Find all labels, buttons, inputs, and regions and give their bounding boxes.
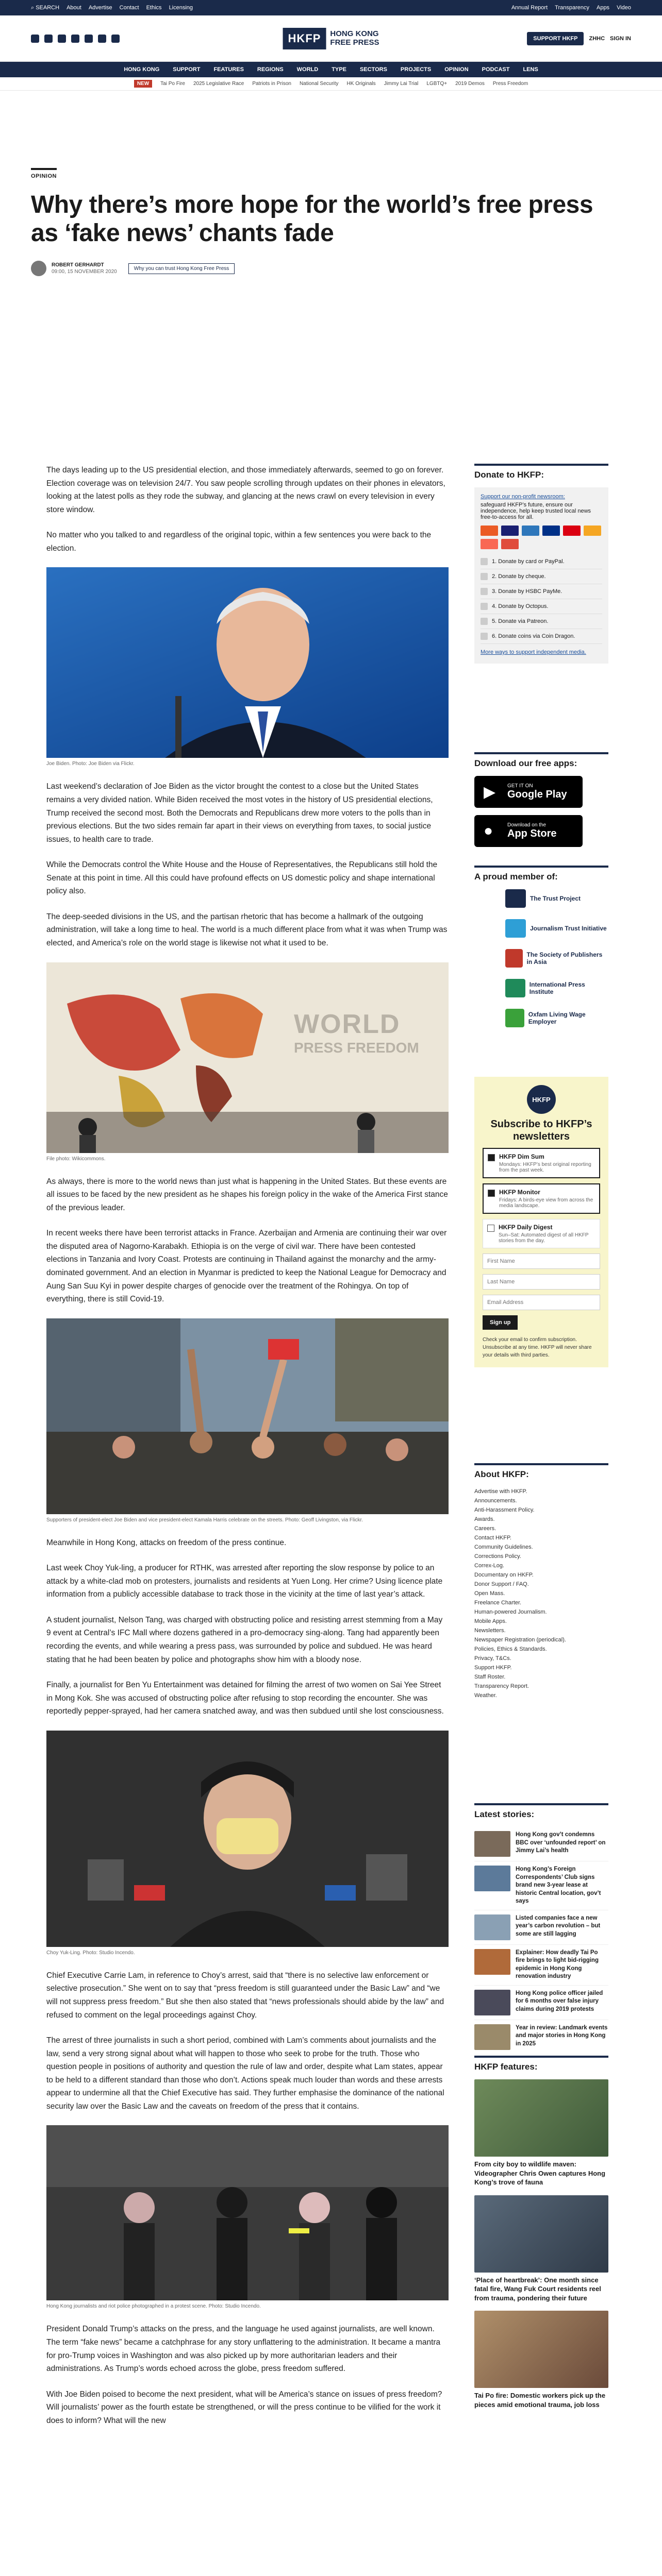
card-icon bbox=[481, 558, 488, 565]
story-thumbnail bbox=[474, 1990, 510, 2015]
latest-story[interactable] bbox=[474, 1827, 608, 1861]
widget-title: A proud member of: bbox=[474, 866, 608, 882]
masthead bbox=[0, 15, 662, 62]
image-caption: Hong Kong journalists and riot police photographed in a protest scene. Photo: Studio Incendo. bbox=[46, 2303, 261, 2310]
latest-widget bbox=[474, 1803, 608, 2055]
nav-item[interactable]: HONG KONG bbox=[124, 66, 160, 73]
topbar-link[interactable]: Video bbox=[617, 5, 631, 11]
octopus-icon bbox=[584, 526, 601, 536]
about-link[interactable]: Corrections Policy. bbox=[474, 1553, 521, 1560]
paragraph: No matter who you talked to and regardless of the original topic, within a few sentences you were back to the election. bbox=[46, 531, 432, 553]
member-logo[interactable] bbox=[505, 1009, 608, 1027]
about-link[interactable]: Open Mass. bbox=[474, 1590, 505, 1597]
article-header bbox=[0, 168, 662, 276]
member-name: The Society of Publishers in Asia bbox=[526, 951, 603, 965]
story-title: Explainer: How deadly Tai Po fire brings to light bid-rigging epidemic in Hong Kong renovation industry bbox=[516, 1949, 599, 1980]
logo-mark: HKFP bbox=[283, 28, 326, 49]
oxfam-icon bbox=[505, 1009, 524, 1027]
hkfp-badge: HKFP bbox=[527, 1085, 556, 1114]
author-name[interactable]: ROBERT GERHARDT bbox=[52, 262, 104, 268]
paragraph: The days leading up to the US presidential election, and those immediately afterwards, seemed to go on forever. Election coverage was on television 24/7. You saw people scrolling through updates on their phones in elevators, looking at the latest polls as they rode the subway, and glancing at the news crawl on every television in every store window. bbox=[46, 466, 445, 514]
image-caption: File photo: Wikicommons. bbox=[46, 1156, 106, 1162]
paragraph: Last week Choy Yuk-ling, a producer for RTHK, was arrested after reporting the slow response by police to an attack by a white-clad mob on protesters, journalists and residents at Yuen Long. Her crime? Using licence plate information from a publicly accessible database to track those in the vicinity at the time of last year’s attack. bbox=[46, 1564, 443, 1599]
paragraph: Last weekend’s declaration of Joe Biden as the victor brought the contest to a close but the United States remains a very divided nation. While Biden received the most votes in the history of US presidential elections, Trump received the second most. Both the Democrats and Republicans drew more voters to the polls than in previous elections. But the two sides remain far apart in their views on everything from taxes, to social justice issues, to health care to trade. bbox=[46, 782, 433, 844]
member-logo[interactable] bbox=[505, 919, 608, 938]
feature-card[interactable] bbox=[474, 2195, 608, 2303]
main-nav bbox=[0, 62, 662, 77]
story-title: Year in review: Landmark events and major stories in Hong Kong in 2025 bbox=[516, 2024, 608, 2047]
journalists-photo bbox=[46, 2125, 449, 2300]
widget-title: HKFP features: bbox=[474, 2056, 608, 2072]
about-link[interactable]: Newspaper Registration (periodical). bbox=[474, 1637, 566, 1643]
donate-option-label: 3. Donate by HSBC PayMe. bbox=[492, 588, 562, 595]
mastercard-icon bbox=[481, 526, 498, 536]
about-link[interactable]: Newsletters. bbox=[474, 1628, 506, 1634]
search-label: SEARCH bbox=[36, 4, 60, 11]
about-link[interactable]: Correx-Log. bbox=[474, 1563, 505, 1569]
option-desc: Sun–Sat: Automated digest of all HKFP stories from the day. bbox=[499, 1232, 589, 1244]
image-caption: Joe Biden. Photo: Joe Biden via Flickr. bbox=[46, 761, 135, 767]
story-title: Hong Kong gov’t condemns BBC over ‘unfounded report’ on Jimmy Lai’s health bbox=[516, 1832, 606, 1854]
widget-title: About HKFP: bbox=[474, 1463, 608, 1480]
paragraph: As always, there is more to the world news than just what is happening in the United States. But these events are all issues to be faced by the new president as he shapes his foreign policy in the wake of the America First stance of the previous leader. bbox=[46, 1177, 448, 1212]
story-thumbnail bbox=[474, 1914, 510, 1940]
paragraph: With Joe Biden poised to become the next president, what will be America’s stance on issues of press freedom? Will journalists’ power as the fourth estate be strengthened, or will the press continue to be vilified for the work it does to inform? What will the new bbox=[46, 2389, 442, 2425]
latest-story[interactable] bbox=[474, 1945, 608, 1986]
feature-card[interactable] bbox=[474, 2311, 608, 2409]
story-title: Listed companies face a new year’s carbon revolution – but some are still lagging bbox=[516, 1914, 601, 1937]
checkbox[interactable] bbox=[488, 1190, 495, 1197]
email-icon[interactable] bbox=[111, 35, 120, 43]
cheque-icon bbox=[481, 573, 488, 580]
ipi-icon bbox=[505, 979, 525, 997]
ticker-item[interactable]: HK Originals bbox=[346, 81, 376, 87]
ticker-item[interactable]: Press Freedom bbox=[492, 81, 528, 87]
patreon-icon bbox=[481, 618, 488, 625]
article-category[interactable]: OPINION bbox=[31, 168, 57, 179]
donate-option[interactable] bbox=[481, 614, 602, 629]
feature-title: From city boy to wildlife maven: Videographer Chris Owen captures Hong Kong’s trove of fauna bbox=[474, 2160, 606, 2187]
donate-option[interactable] bbox=[481, 599, 602, 614]
nav-item[interactable]: SECTORS bbox=[359, 66, 387, 73]
choy-yuk-ling-photo bbox=[46, 1731, 449, 1947]
member-name: International Press Institute bbox=[529, 981, 585, 995]
donate-option[interactable] bbox=[481, 629, 602, 644]
sign-in-link[interactable]: SIGN IN bbox=[610, 35, 631, 42]
payme-icon bbox=[481, 588, 488, 595]
article-title: Why there’s more hope for the world’s free press as ‘fake news’ chants fade bbox=[31, 191, 593, 247]
story-title: Hong Kong police officer jailed for 6 months over false injury claims during 2019 protests bbox=[516, 1990, 603, 2012]
about-link[interactable]: Awards. bbox=[474, 1516, 495, 1522]
donate-link[interactable]: Support our non-profit newsroom: bbox=[481, 494, 565, 500]
facebook-icon[interactable] bbox=[31, 35, 39, 43]
member-name: Oxfam Living Wage Employer bbox=[528, 1011, 586, 1025]
donate-option-label: 4. Donate by Octopus. bbox=[492, 603, 549, 609]
member-name: Journalism Trust Initiative bbox=[530, 925, 607, 932]
article-body bbox=[46, 464, 449, 2439]
story-thumbnail bbox=[474, 1866, 510, 1891]
ticker-item[interactable]: Patriots in Prison bbox=[252, 81, 291, 87]
ticker-item[interactable]: LGBTQ+ bbox=[426, 81, 448, 87]
widget-title: Donate to HKFP: bbox=[474, 464, 608, 480]
amex-icon bbox=[522, 526, 539, 536]
x-icon[interactable] bbox=[44, 35, 53, 43]
author-avatar bbox=[31, 261, 46, 276]
about-link[interactable]: Staff Roster. bbox=[474, 1674, 506, 1680]
ticker-item[interactable]: 2025 Legislative Race bbox=[193, 81, 244, 87]
ticker-item[interactable]: National Security bbox=[299, 81, 339, 87]
newsletter-option[interactable] bbox=[483, 1148, 600, 1178]
topbar-link[interactable]: Licensing bbox=[169, 5, 193, 11]
nav-item[interactable]: PODCAST bbox=[482, 66, 510, 73]
sopa-icon bbox=[505, 949, 523, 968]
nav-item[interactable]: OPINION bbox=[444, 66, 469, 73]
nav-item[interactable]: FEATURES bbox=[213, 66, 244, 73]
nav-item[interactable]: SUPPORT bbox=[173, 66, 201, 73]
newsletter-option[interactable] bbox=[483, 1183, 600, 1214]
celebration-photo bbox=[46, 1318, 449, 1514]
paragraph: In recent weeks there have been terrorist attacks in France. Azerbaijan and Armenia are continuing their war over the disputed area of Nagorno-Karabakh. Ethiopia is on the verge of civil war. There have been contested elections in Tanzania and Ivory Coast. Protests are continuing in Thailand against the monarchy and the army-dominated government. And an election in Myanmar is predicted to keep the National League for Democracy and Aung San Suu Kyi in power despite charges of genocide over the treatment of the Rohingya. On top of everything, there is still Covid-19. bbox=[46, 1229, 447, 1304]
visa-icon bbox=[501, 526, 519, 536]
about-link[interactable]: Privacy, T&Cs. bbox=[474, 1655, 511, 1662]
nav-item[interactable]: LENS bbox=[523, 66, 538, 73]
about-widget bbox=[474, 1463, 608, 1700]
store-small: GET IT ON bbox=[507, 783, 533, 789]
topbar-link[interactable]: Apps bbox=[596, 5, 610, 11]
ticker-item[interactable]: 2019 Demos bbox=[455, 81, 485, 87]
last-name-field[interactable] bbox=[483, 1274, 600, 1290]
support-button[interactable]: SUPPORT HKFP bbox=[527, 32, 584, 45]
image-caption: Supporters of president-elect Joe Biden and vice president-elect Kamala Harris celebrate on the streets. Photo: Geoff Livingston, via Flickr. bbox=[46, 1517, 363, 1523]
about-link[interactable]: Donor Support / FAQ. bbox=[474, 1581, 529, 1587]
nav-item[interactable]: PROJECTS bbox=[400, 66, 432, 73]
google-play-button[interactable] bbox=[474, 776, 583, 808]
option-title: HKFP Monitor bbox=[499, 1189, 540, 1196]
checkbox[interactable] bbox=[488, 1154, 495, 1161]
topbar-link[interactable]: Ethics bbox=[146, 5, 162, 11]
payment-icons bbox=[481, 526, 602, 549]
threads-icon[interactable] bbox=[71, 35, 79, 43]
latest-story[interactable] bbox=[474, 1910, 608, 1945]
option-title: HKFP Daily Digest bbox=[499, 1224, 553, 1231]
donate-option[interactable] bbox=[481, 584, 602, 599]
paragraph: Meanwhile in Hong Kong, attacks on freedom of the press continue. bbox=[46, 1538, 287, 1547]
widget-title: Latest stories: bbox=[474, 1803, 608, 1820]
logo-line-1: HONG KONG bbox=[330, 29, 379, 38]
donate-box bbox=[474, 487, 608, 664]
about-link[interactable]: Announcements. bbox=[474, 1498, 517, 1504]
trust-project-icon bbox=[505, 889, 526, 908]
about-link[interactable]: Human-powered Journalism. bbox=[474, 1609, 547, 1615]
member-name: The Trust Project bbox=[530, 895, 581, 902]
donate-option-label: 2. Donate by cheque. bbox=[492, 573, 546, 580]
more-ways-link[interactable]: More ways to support independent media. bbox=[481, 649, 586, 655]
email-field[interactable] bbox=[483, 1295, 600, 1310]
about-link[interactable]: Advertise with HKFP. bbox=[474, 1488, 527, 1495]
feature-card[interactable] bbox=[474, 2079, 608, 2187]
site-logo[interactable] bbox=[283, 28, 379, 49]
top-utility-bar bbox=[0, 0, 662, 15]
paragraph: Finally, a journalist for Ben Yu Entertainment was detained for filming the arrest of two women on Sai Yee Street in Mong Kok. She was accused of obstructing police after refusing to stop recording the encounter. She was reportedly pepper-sprayed, had her camera snatched away, and was then subdued until she lost consciousness. bbox=[46, 1681, 444, 1716]
nav-item[interactable]: TYPE bbox=[332, 66, 346, 73]
about-link[interactable]: Support HKFP. bbox=[474, 1665, 512, 1671]
donate-option[interactable] bbox=[481, 554, 602, 569]
hsbc-icon bbox=[563, 526, 581, 536]
newsletter-widget bbox=[474, 1077, 608, 1367]
widget-title: Download our free apps: bbox=[474, 752, 608, 769]
newsletter-title: Subscribe to HKFP’s newsletters bbox=[490, 1118, 592, 1142]
store-small: Download on the bbox=[507, 822, 547, 828]
search-link[interactable]: ⌕ SEARCH bbox=[31, 4, 60, 11]
topbar-link[interactable]: About bbox=[67, 5, 81, 11]
biden-photo bbox=[46, 567, 449, 758]
new-badge: NEW bbox=[134, 80, 152, 88]
topbar-link[interactable]: Contact bbox=[119, 5, 139, 11]
ticker-item[interactable]: Tai Po Fire bbox=[160, 81, 185, 87]
member-logo[interactable] bbox=[505, 949, 608, 968]
sign-up-button[interactable]: Sign up bbox=[483, 1315, 518, 1330]
option-title: HKFP Dim Sum bbox=[499, 1153, 544, 1160]
topbar-link[interactable]: Transparency bbox=[555, 5, 589, 11]
feature-image bbox=[474, 2311, 608, 2388]
option-desc: Fridays: A birds-eye view from across the media landscape. bbox=[499, 1197, 593, 1209]
features-widget bbox=[474, 2056, 608, 2417]
about-link[interactable]: Anti-Harassment Policy. bbox=[474, 1507, 535, 1513]
first-name-field[interactable] bbox=[483, 1253, 600, 1269]
trust-link[interactable]: Why you can trust Hong Kong Free Press bbox=[128, 263, 235, 274]
instagram-icon[interactable] bbox=[58, 35, 66, 43]
latest-story[interactable] bbox=[474, 2020, 608, 2055]
about-link[interactable]: Freelance Charter. bbox=[474, 1600, 522, 1606]
latest-story[interactable] bbox=[474, 1986, 608, 2020]
nav-item[interactable]: REGIONS bbox=[257, 66, 284, 73]
donate-option-label: 1. Donate by card or PayPal. bbox=[492, 558, 565, 565]
about-link[interactable]: Mobile Apps. bbox=[474, 1618, 507, 1624]
member-widget bbox=[474, 866, 608, 1039]
about-link[interactable]: Contact HKFP. bbox=[474, 1535, 511, 1541]
byline bbox=[31, 261, 631, 276]
coin-dragon-icon bbox=[501, 539, 519, 549]
logo-line-2: FREE PRESS bbox=[330, 38, 379, 47]
nav-item[interactable]: WORLD bbox=[296, 66, 319, 73]
paragraph: A student journalist, Nelson Tang, was charged with obstructing police and resisting arrest stemming from a May 9 event at Central’s IFC Mall where dozens gathered in a pro-democracy sing-along. Tang had apparently been recording the events, and while wearing a press pass, was surrounded by police and subdued. He was heard stating that he had been beaten by police and photographs show him with a bloody nose. bbox=[46, 1615, 443, 1664]
about-link[interactable]: Policies, Ethics & Standards. bbox=[474, 1646, 547, 1652]
donate-text: safeguard HKFP’s future, ensure our independence, help keep trusted local news free-to-access for all. bbox=[481, 502, 591, 520]
about-link[interactable]: Community Guidelines. bbox=[474, 1544, 533, 1550]
about-link[interactable]: Transparency Report. bbox=[474, 1683, 529, 1689]
feature-title: Tai Po fire: Domestic workers pick up the pieces amid emotional trauma, job loss bbox=[474, 2392, 606, 2409]
newsletter-footnote: Check your email to confirm subscription. Unsubscribe at any time. HKFP will never share your details with third parties. bbox=[483, 1337, 592, 1358]
app-store-button[interactable] bbox=[474, 815, 583, 847]
store-big: App Store bbox=[507, 828, 557, 839]
feature-image bbox=[474, 2195, 608, 2273]
topbar-link[interactable]: Advertise bbox=[88, 5, 112, 11]
wpf-text-2: PRESS FREEDOM bbox=[294, 1039, 419, 1056]
paragraph: President Donald Trump’s attacks on the press, and the language he used against journalists, are well known. The term “fake news” became a catchphrase for any story unflattering to the administration. It became a mantra for pro-Trump voices in Washington and was also picked up by more authoritarian leaders and their administrations. As Trump’s words echoed across the globe, press freedom suffered. bbox=[46, 2325, 441, 2374]
paragraph: Chief Executive Carrie Lam, in reference to Choy’s arrest, said that “there is no selective law enforcement or selective prosecution.” She went on to say that “press freedom is still guaranteed under the Basic Law” and “we will not suppress press freedom.” But she then also stated that “news professionals should abide by the law” and refused to comment on the legal proceedings against Choy. bbox=[46, 1971, 444, 2020]
story-thumbnail bbox=[474, 1831, 510, 1857]
option-desc: Mondays: HKFP’s best original reporting from the past week. bbox=[499, 1162, 591, 1173]
checkbox[interactable] bbox=[487, 1225, 494, 1232]
topic-ticker bbox=[0, 77, 662, 91]
about-link[interactable]: Documentary on HKFP. bbox=[474, 1572, 534, 1578]
story-thumbnail bbox=[474, 2024, 510, 2050]
world-press-freedom-photo bbox=[46, 962, 449, 1153]
donate-option[interactable] bbox=[481, 569, 602, 584]
telegram-icon[interactable] bbox=[98, 35, 106, 43]
apps-widget bbox=[474, 752, 608, 854]
feature-image bbox=[474, 2079, 608, 2157]
apple-icon: ● bbox=[484, 822, 493, 839]
jti-icon bbox=[505, 919, 526, 938]
patreon-icon bbox=[481, 539, 498, 549]
wpf-text-1: WORLD bbox=[294, 1009, 401, 1039]
feature-title: ‘Place of heartbreak’: One month since fatal fire, Wang Fuk Court residents reel from trauma, pondering their future bbox=[474, 2276, 601, 2302]
donate-option-label: 6. Donate coins via Coin Dragon. bbox=[492, 633, 575, 639]
paypal-icon bbox=[542, 526, 560, 536]
story-thumbnail bbox=[474, 1949, 510, 1975]
language-link[interactable]: ZHHC bbox=[589, 35, 605, 42]
member-logo[interactable] bbox=[505, 889, 608, 908]
donate-widget bbox=[474, 464, 608, 664]
member-logo[interactable] bbox=[505, 979, 608, 997]
coin-icon bbox=[481, 633, 488, 640]
paragraph: While the Democrats control the White House and the House of Representatives, the Republicans still hold the Senate at this point in time. All this could have profound effects on US domestic policy and shape international policy also. bbox=[46, 860, 438, 896]
paragraph: The deep-seeded divisions in the US, and the partisan rhetoric that has become a hallmark of the outgoing administration, will take a long time to heal. The world is a much different place from what it was when Trump was elected, and America’s role on the world stage is likewise not what it used to be. bbox=[46, 912, 448, 947]
latest-story[interactable] bbox=[474, 1861, 608, 1910]
youtube-icon[interactable] bbox=[85, 35, 93, 43]
paragraph: The arrest of three journalists in such a short period, combined with Lam’s comments about journalists and the law, send a very strong signal about what will happen to those who seek to probe for the truth. Those who question people in positions of authority and question the rule of law and order, despite what Lam states, appear to be held to a different standard than those who don’t. Actions speak much louder than words and these arrests appear to undermine all that the Chief Executive has said. They further emphasise the dominance of the national security law over the Basic Law and the caveats on freedom of the press that it contains. bbox=[46, 2036, 444, 2111]
play-icon: ▶ bbox=[484, 784, 496, 801]
donate-option-label: 5. Donate via Patreon. bbox=[492, 618, 549, 624]
newsletter-option[interactable] bbox=[483, 1219, 600, 1248]
about-link[interactable]: Careers. bbox=[474, 1526, 496, 1532]
image-caption: Choy Yuk-Ling. Photo: Studio Incendo. bbox=[46, 1950, 135, 1956]
about-link[interactable]: Weather. bbox=[474, 1692, 497, 1699]
publish-date: 09:00, 15 NOVEMBER 2020 bbox=[52, 269, 117, 275]
store-big: Google Play bbox=[507, 789, 567, 800]
story-title: Hong Kong’s Foreign Correspondents’ Club signs brand new 3-year lease at historic Central location, gov’t says bbox=[516, 1866, 601, 1905]
ticker-item[interactable]: Jimmy Lai Trial bbox=[384, 81, 419, 87]
octopus-icon bbox=[481, 603, 488, 610]
social-icons bbox=[31, 35, 120, 43]
topbar-link[interactable]: Annual Report bbox=[511, 5, 548, 11]
about-list bbox=[474, 1487, 608, 1700]
